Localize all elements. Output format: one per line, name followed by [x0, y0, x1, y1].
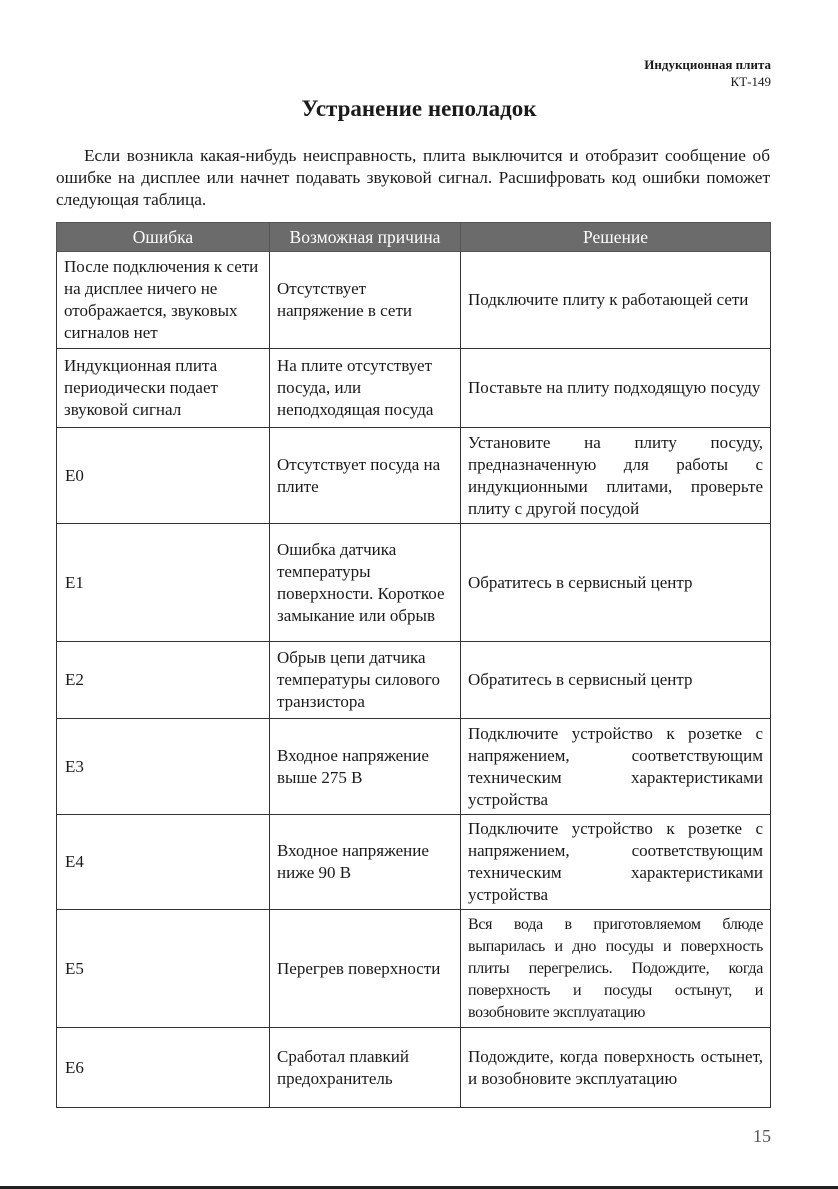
page-title: Устранение неполадок — [301, 96, 537, 121]
table-row — [57, 910, 771, 1028]
intro-paragraph: Если возникла какая-нибудь неисправность, плита выключится и отобразит сообщение об ошибке на дисплее или начнет подавать звуковой сигнал. Расшифровать код ошибки поможет следующая таблица. — [56, 146, 770, 209]
cause-cell: Перегрев поверхности — [270, 910, 461, 1028]
cause-cell: Входное напряжение ниже 90 В — [270, 815, 461, 910]
error-cell: Индукционная плита периодически подает звуковой сигнал — [57, 349, 270, 428]
troubleshooting-table — [56, 222, 771, 1108]
cause-cell: Входное напряжение выше 275 В — [270, 719, 461, 815]
document-header — [644, 56, 771, 90]
table-row — [57, 1028, 771, 1108]
table-row — [57, 719, 771, 815]
cause-cell: На плите отсутствует посуда, или неподходящая посуда — [270, 349, 461, 428]
product-name: Индукционная плита — [644, 57, 771, 72]
solution-cell: Обратитесь в сервисный центр — [461, 524, 771, 642]
error-cell: Е4 — [57, 815, 270, 910]
solution-cell: Подключите устройство к розетке с напряжением, соответствующим техническим характеристиками устройства — [461, 815, 771, 910]
table-row — [57, 428, 771, 524]
error-cell: Е3 — [57, 719, 270, 815]
solution-cell: Установите на плиту посуду, предназначенную для работы с индукционными плитами, проверьте плиту с другой посудой — [461, 428, 771, 524]
solution-cell: Подождите, когда поверхность остынет, и возобновите эксплуатацию — [461, 1028, 771, 1108]
column-header-cause: Возможная причина — [270, 223, 461, 252]
solution-cell: Подключите устройство к розетке с напряжением, соответствующим техническим характеристиками устройства — [461, 719, 771, 815]
solution-cell: Поставьте на плиту подходящую посуду — [461, 349, 771, 428]
page-number: 15 — [753, 1126, 771, 1146]
table-row — [57, 524, 771, 642]
solution-cell: Вся вода в приготовляемом блюде выпарилась и дно посуды и поверхность плиты перегрелись. Подождите, когда поверхность и посуды остынут, и возобновите эксплуатацию — [461, 910, 771, 1028]
cause-cell: Отсутствует посуда на плите — [270, 428, 461, 524]
error-cell: Е0 — [57, 428, 270, 524]
column-header-error: Ошибка — [57, 223, 270, 252]
cause-cell: Обрыв цепи датчика температуры силового транзистора — [270, 642, 461, 719]
table-row — [57, 252, 771, 349]
model-number: КТ-149 — [730, 74, 771, 89]
cause-cell: Отсутствует напряжение в сети — [270, 252, 461, 349]
table-header-row — [57, 223, 771, 252]
cause-cell: Сработал плавкий предохранитель — [270, 1028, 461, 1108]
table-row — [57, 642, 771, 719]
error-cell: Е5 — [57, 910, 270, 1028]
cause-cell: Ошибка датчика температуры поверхности. Короткое замыкание или обрыв — [270, 524, 461, 642]
table-row — [57, 815, 771, 910]
error-cell: Е2 — [57, 642, 270, 719]
error-cell: Е6 — [57, 1028, 270, 1108]
error-cell: Е1 — [57, 524, 270, 642]
table-row — [57, 349, 771, 428]
solution-cell: Обратитесь в сервисный центр — [461, 642, 771, 719]
column-header-solution: Решение — [461, 223, 771, 252]
solution-cell: Подключите плиту к работающей сети — [461, 252, 771, 349]
error-cell: После подключения к сети на дисплее ничего не отображается, звуковых сигналов нет — [57, 252, 270, 349]
